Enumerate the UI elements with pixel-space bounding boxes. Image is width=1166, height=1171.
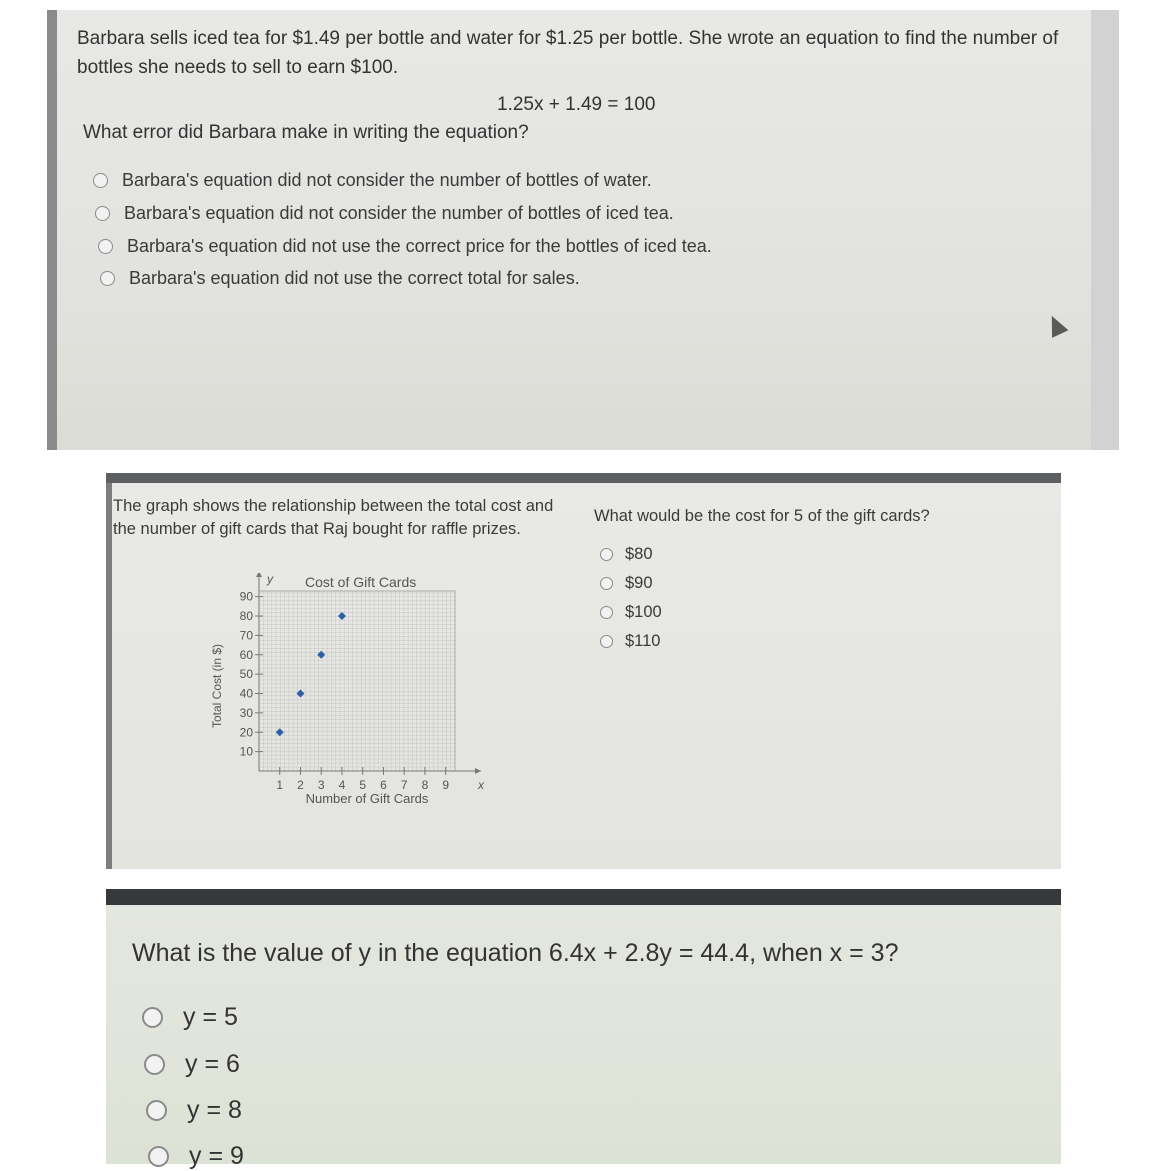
- radio-icon[interactable]: [95, 206, 110, 221]
- panel-left-edge: [106, 483, 112, 869]
- q2-option-4[interactable]: [600, 632, 660, 651]
- radio-icon[interactable]: [600, 635, 613, 648]
- q1-option-2-label: Barbara's equation did not consider the number of bottles of iced tea.: [124, 203, 674, 223]
- y-tick-label: 80: [239, 609, 253, 623]
- q3-option-4-label: y = 9: [189, 1142, 244, 1170]
- panel-right-edge: [1091, 10, 1119, 450]
- question-2-prompt: What would be the cost for 5 of the gift cards?: [594, 507, 930, 525]
- radio-icon[interactable]: [144, 1054, 165, 1075]
- q3-option-3-label: y = 8: [187, 1096, 242, 1124]
- x-tick-label: 1: [276, 778, 284, 792]
- q2-option-1-label: $80: [625, 545, 653, 563]
- x-tick-label: 7: [400, 778, 408, 792]
- question-panel-1: [47, 10, 1119, 450]
- q3-option-1-label: y = 5: [183, 1003, 238, 1031]
- x-tick-label: 6: [380, 778, 387, 792]
- x-tick-label: 3: [317, 778, 325, 792]
- data-point: [276, 728, 284, 736]
- question-panel-3: [106, 889, 1061, 1170]
- y-tick-label: 50: [239, 667, 253, 682]
- x-tick-label: 2: [297, 778, 304, 792]
- x-tick-label: 8: [421, 778, 429, 792]
- q1-option-1-label: Barbara's equation did not consider the number of bottles of water.: [122, 170, 652, 190]
- q1-option-2[interactable]: [95, 203, 674, 224]
- y-tick-label: 10: [239, 744, 253, 759]
- y-axis-letter: y: [267, 573, 273, 586]
- q2-option-4-label: $110: [625, 632, 661, 650]
- x-tick-label: 9: [442, 778, 450, 792]
- q1-option-3[interactable]: [98, 236, 712, 257]
- radio-icon[interactable]: [600, 606, 613, 619]
- y-tick-label: 40: [239, 686, 253, 701]
- q3-option-2[interactable]: [144, 1050, 240, 1079]
- question-1-prompt: What error did Barbara make in writing the equation?: [83, 122, 529, 143]
- question-1-equation: 1.25x + 1.49 = 100: [497, 94, 656, 115]
- radio-icon[interactable]: [600, 577, 613, 590]
- y-tick-label: 20: [239, 725, 253, 740]
- x-axis-arrow-icon: [475, 768, 481, 774]
- q1-option-4[interactable]: [100, 268, 580, 289]
- q3-option-3[interactable]: [146, 1096, 242, 1125]
- panel-left-edge: [47, 10, 57, 450]
- y-tick-label: 70: [239, 628, 253, 643]
- question-1-text: Barbara sells iced tea for $1.49 per bottle and water for $1.25 per bottle. She wrote an equation to find the number of bottles she needs to sell to earn $100.: [77, 28, 1059, 78]
- chart-title: Cost of Gift Cards: [305, 574, 417, 590]
- x-axis-letter: x: [478, 778, 484, 792]
- radio-icon[interactable]: [142, 1007, 163, 1028]
- data-point: [338, 612, 346, 620]
- q3-option-4[interactable]: [148, 1142, 244, 1171]
- q1-option-4-label: Barbara's equation did not use the correct total for sales.: [129, 268, 580, 288]
- question-panel-2: [106, 473, 1061, 869]
- x-axis-label: Number of Gift Cards: [305, 791, 429, 806]
- q2-option-1[interactable]: [600, 545, 653, 564]
- y-tick-label: 60: [239, 647, 253, 662]
- x-tick-label: 5: [359, 778, 367, 792]
- q3-option-1[interactable]: [142, 1003, 238, 1032]
- q3-option-2-label: y = 6: [185, 1050, 240, 1078]
- gift-card-chart: [201, 573, 501, 833]
- radio-icon[interactable]: [146, 1100, 167, 1121]
- q2-option-2-label: $90: [625, 574, 653, 592]
- q1-option-3-label: Barbara's equation did not use the correct price for the bottles of iced tea.: [127, 236, 712, 256]
- data-point: [296, 690, 304, 698]
- q2-option-3[interactable]: [600, 603, 662, 622]
- radio-icon[interactable]: [98, 239, 113, 254]
- x-tick-label: 4: [338, 778, 346, 792]
- question-2-text: The graph shows the relationship between the total cost and the number of gift cards that Raj bought for raffle prizes.: [113, 497, 554, 538]
- radio-icon[interactable]: [93, 173, 108, 188]
- radio-icon[interactable]: [600, 548, 613, 561]
- question-3-prompt: What is the value of y in the equation 6.4x + 2.8y = 44.4, when x = 3?: [132, 939, 899, 967]
- q2-option-2[interactable]: [600, 574, 653, 593]
- y-tick-label: 30: [239, 705, 253, 720]
- q1-option-1[interactable]: [93, 170, 652, 191]
- q2-option-3-label: $100: [625, 603, 662, 621]
- y-tick-label: 90: [239, 589, 253, 604]
- y-axis-label: Total Cost (in $): [210, 643, 224, 729]
- mouse-cursor-icon: [1044, 312, 1069, 338]
- y-axis-arrow-icon: [256, 573, 262, 577]
- radio-icon[interactable]: [100, 271, 115, 286]
